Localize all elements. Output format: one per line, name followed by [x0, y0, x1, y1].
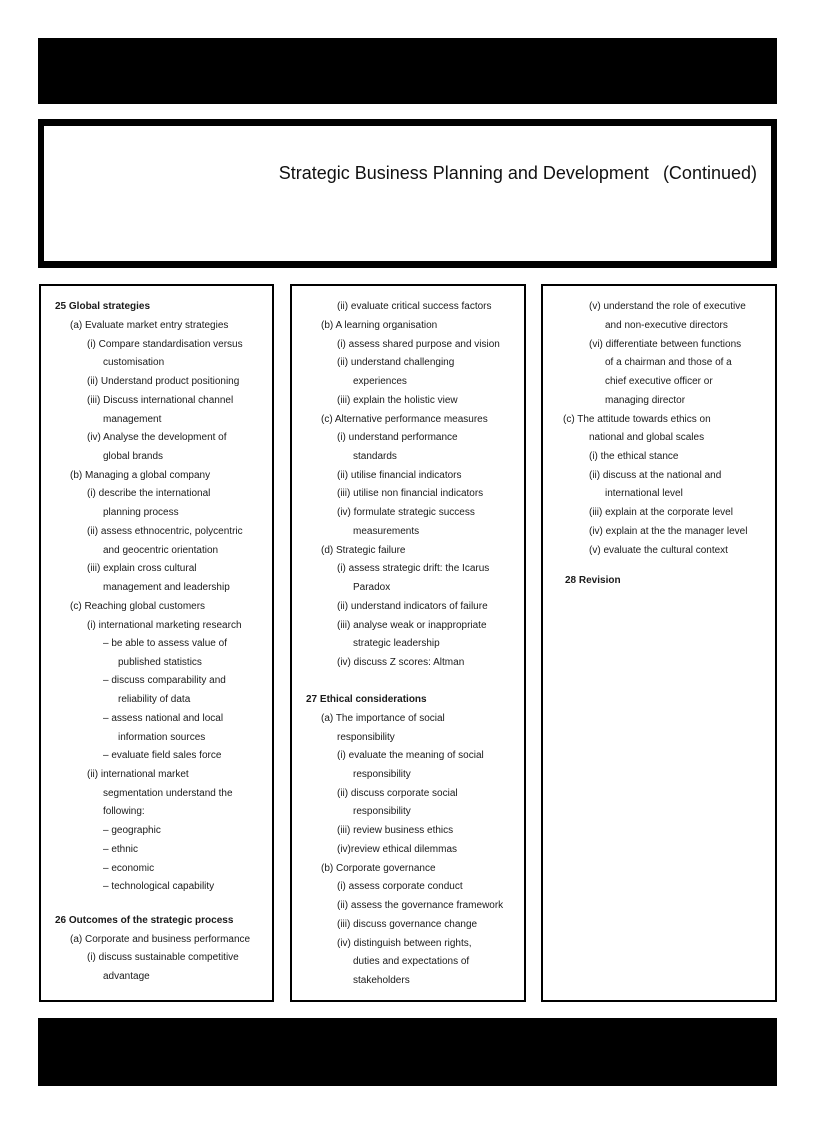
- syllabus-line: (ii) understand indicators of failure: [337, 601, 488, 612]
- syllabus-line: published statistics: [118, 657, 202, 668]
- section-heading: 25 Global strategies: [55, 301, 151, 312]
- title-continued: (Continued): [662, 163, 757, 183]
- syllabus-line: duties and expectations of: [353, 956, 470, 967]
- syllabus-line: advantage: [103, 971, 150, 982]
- section-heading: 27 Ethical considerations: [306, 694, 427, 705]
- syllabus-line: experiences: [353, 376, 407, 387]
- syllabus-line: (vi) differentiate between functions: [589, 339, 742, 350]
- syllabus-line: national and global scales: [589, 432, 705, 443]
- syllabus-column-1: [39, 284, 274, 1002]
- syllabus-line: Paradox: [353, 582, 391, 593]
- syllabus-line: (a) Evaluate market entry strategies: [70, 320, 229, 331]
- syllabus-line: (i) discuss sustainable competitive: [87, 952, 239, 963]
- syllabus-line: (i) describe the international: [87, 488, 211, 499]
- syllabus-line: (iii) discuss governance change: [337, 919, 478, 930]
- syllabus-column-2: [290, 284, 526, 1002]
- syllabus-line: (i) evaluate the meaning of social: [337, 750, 484, 761]
- syllabus-line: standards: [353, 451, 397, 462]
- syllabus-line: – assess national and local: [103, 713, 224, 724]
- syllabus-line: international level: [605, 488, 683, 499]
- syllabus-line: – technological capability: [103, 881, 215, 892]
- syllabus-line: chief executive officer or: [605, 376, 713, 387]
- syllabus-line: – ethnic: [103, 844, 139, 855]
- syllabus-line: responsibility: [353, 806, 411, 817]
- syllabus-line: segmentation understand the: [103, 788, 233, 799]
- syllabus-line: (iii) explain at the corporate level: [589, 507, 733, 518]
- syllabus-line: – geographic: [103, 825, 161, 836]
- syllabus-line: stakeholders: [353, 975, 410, 986]
- syllabus-line: (ii) assess ethnocentric, polycentric: [87, 526, 243, 537]
- syllabus-line: (ii) international market: [87, 769, 189, 780]
- syllabus-line: (i) the ethical stance: [589, 451, 679, 462]
- syllabus-line: (i) assess corporate conduct: [337, 881, 463, 892]
- syllabus-line: (i) assess strategic drift: the Icarus: [337, 563, 490, 574]
- syllabus-line: (iii) utilise non financial indicators: [337, 488, 484, 499]
- syllabus-line: (a) The importance of social: [321, 713, 445, 724]
- page-title: [279, 163, 757, 184]
- syllabus-line: management and leadership: [103, 582, 230, 593]
- syllabus-line: (iii) review business ethics: [337, 825, 454, 836]
- bottom-black-bar: [38, 1018, 777, 1086]
- syllabus-line: (iv) explain at the the manager level: [589, 526, 748, 537]
- syllabus-line: (c) Reaching global customers: [70, 601, 206, 612]
- syllabus-line: (b) A learning organisation: [321, 320, 438, 331]
- syllabus-line: (ii) utilise financial indicators: [337, 470, 462, 481]
- syllabus-line: (v) understand the role of executive: [589, 301, 746, 312]
- syllabus-line: (c) The attitude towards ethics on: [563, 414, 711, 425]
- syllabus-line: following:: [103, 806, 145, 817]
- syllabus-line: and geocentric orientation: [103, 545, 219, 556]
- syllabus-line: – discuss comparability and: [103, 675, 226, 686]
- syllabus-line: (iii) explain the holistic view: [337, 395, 458, 406]
- syllabus-line: (ii) Understand product positioning: [87, 376, 240, 387]
- syllabus-line: responsibility: [353, 769, 411, 780]
- syllabus-line: (iv) discuss Z scores: Altman: [337, 657, 465, 668]
- syllabus-line: (c) Alternative performance measures: [321, 414, 488, 425]
- syllabus-line: (ii) understand challenging: [337, 357, 455, 368]
- syllabus-line: responsibility: [337, 732, 395, 743]
- syllabus-line: (ii) evaluate critical success factors: [337, 301, 492, 312]
- syllabus-line: (i) Compare standardisation versus: [87, 339, 243, 350]
- syllabus-line: (b) Managing a global company: [70, 470, 211, 481]
- section-heading: 28 Revision: [565, 575, 621, 586]
- syllabus-line: (iii) explain cross cultural: [87, 563, 197, 574]
- title-frame: [38, 119, 777, 268]
- syllabus-line: customisation: [103, 357, 165, 368]
- syllabus-line: – evaluate field sales force: [103, 750, 222, 761]
- syllabus-line: (ii) discuss at the national and: [589, 470, 722, 481]
- syllabus-line: (iv) distinguish between rights,: [337, 938, 472, 949]
- syllabus-line: (a) Corporate and business performance: [70, 934, 251, 945]
- syllabus-line: (i) understand performance: [337, 432, 458, 443]
- syllabus-line: management: [103, 414, 162, 425]
- syllabus-line: – be able to assess value of: [103, 638, 227, 649]
- syllabus-line: and non-executive directors: [605, 320, 728, 331]
- syllabus-line: (b) Corporate governance: [321, 863, 436, 874]
- syllabus-line: (iv) Analyse the development of: [87, 432, 227, 443]
- syllabus-line: (iii) Discuss international channel: [87, 395, 234, 406]
- syllabus-line: (i) assess shared purpose and vision: [337, 339, 500, 350]
- syllabus-line: (iv) formulate strategic success: [337, 507, 475, 518]
- title-text: Strategic Business Planning and Development: [278, 163, 649, 183]
- syllabus-column-3: [541, 284, 777, 1002]
- title-panel: [44, 126, 771, 261]
- syllabus-line: managing director: [605, 395, 686, 406]
- syllabus-line: (v) evaluate the cultural context: [589, 545, 728, 556]
- section-heading: 26 Outcomes of the strategic process: [55, 915, 234, 926]
- syllabus-line: information sources: [118, 732, 206, 743]
- syllabus-line: measurements: [353, 526, 420, 537]
- syllabus-line: (iii) analyse weak or inappropriate: [337, 620, 487, 631]
- syllabus-line: – economic: [103, 863, 155, 874]
- syllabus-line: global brands: [103, 451, 164, 462]
- syllabus-line: (ii) discuss corporate social: [337, 788, 458, 799]
- syllabus-line: reliability of data: [118, 694, 191, 705]
- syllabus-line: (iv)review ethical dilemmas: [337, 844, 458, 855]
- syllabus-line: strategic leadership: [353, 638, 440, 649]
- top-black-bar: [38, 38, 777, 104]
- syllabus-line: planning process: [103, 507, 179, 518]
- syllabus-line: (ii) assess the governance framework: [337, 900, 504, 911]
- syllabus-line: of a chairman and those of a: [605, 357, 732, 368]
- syllabus-line: (i) international marketing research: [87, 620, 242, 631]
- syllabus-line: (d) Strategic failure: [321, 545, 406, 556]
